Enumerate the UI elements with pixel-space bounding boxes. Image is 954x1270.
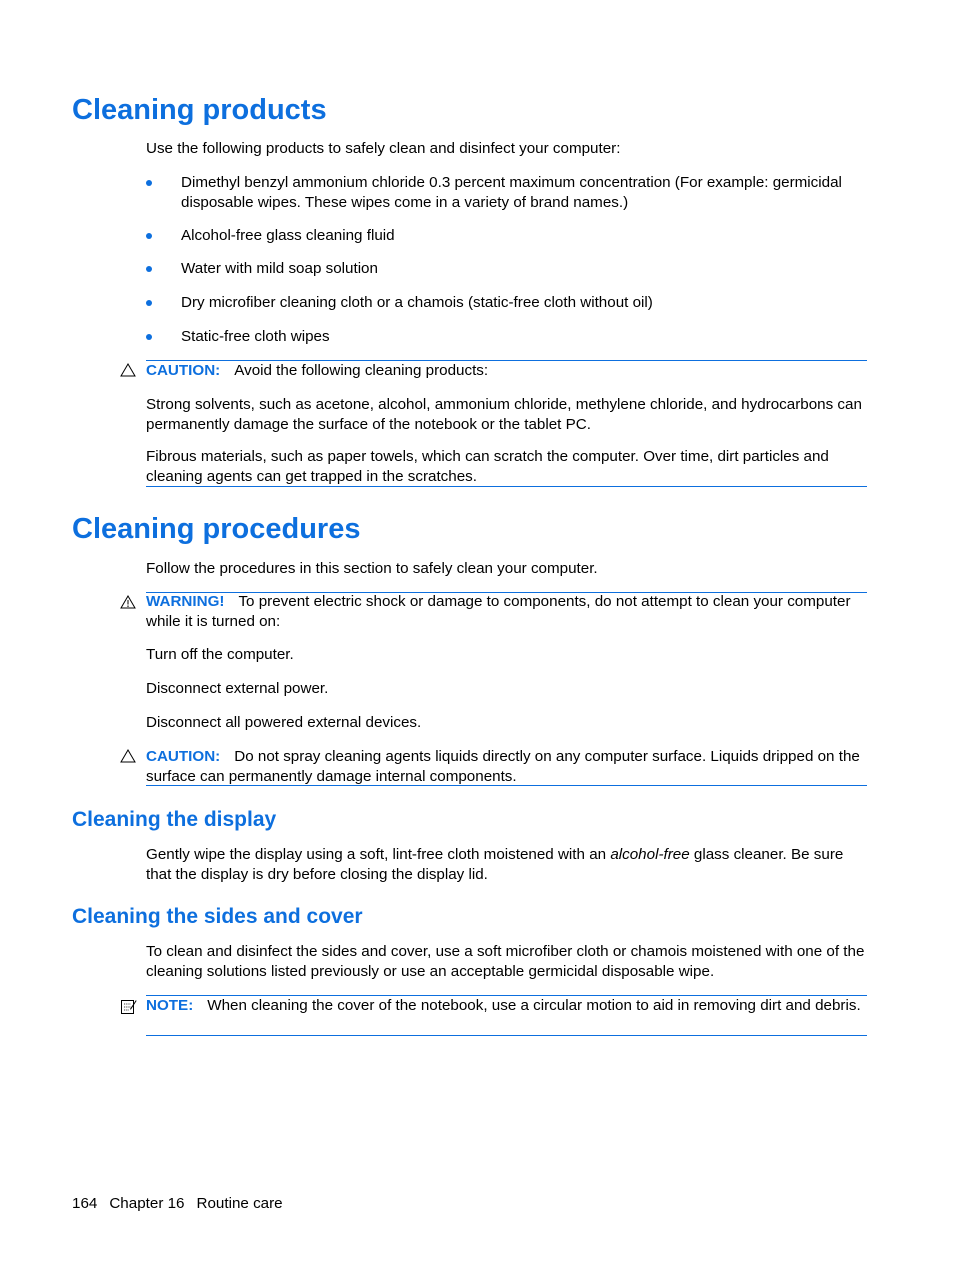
warning-step: Disconnect all powered external devices. bbox=[146, 714, 422, 731]
display-text-before: Gently wipe the display using a soft, lint-free cloth moistened with an bbox=[146, 846, 611, 863]
bullet-icon bbox=[146, 300, 152, 306]
heading-cleaning-products: Cleaning products bbox=[72, 94, 327, 126]
warning-line bbox=[146, 592, 867, 631]
warning-step: Disconnect external power. bbox=[146, 680, 329, 697]
list-item: Dry microfiber cleaning cloth or a chamois (static-free cloth without oil) bbox=[181, 294, 653, 311]
warning-triangle-icon bbox=[120, 595, 136, 609]
footer-chapter-title: Routine care bbox=[196, 1195, 283, 1212]
caution-label: CAUTION: bbox=[146, 748, 221, 765]
heading-cleaning-procedures: Cleaning procedures bbox=[72, 513, 361, 545]
caution-triangle-icon bbox=[120, 363, 136, 377]
list-item: Static-free cloth wipes bbox=[181, 328, 330, 345]
bullet-icon bbox=[146, 334, 152, 340]
caution-text: Do not spray cleaning agents liquids directly on any computer surface. Liquids dripped on the surface can permanently damage internal components. bbox=[146, 748, 860, 785]
caution-bottom-rule bbox=[146, 785, 867, 786]
intro-paragraph: Use the following products to safely clean and disinfect your computer: bbox=[146, 140, 621, 157]
warning-label: WARNING! bbox=[146, 593, 225, 610]
note-bottom-rule bbox=[146, 1035, 867, 1036]
note-text: When cleaning the cover of the notebook, use a circular motion to aid in removing dirt and debris. bbox=[207, 997, 861, 1014]
warning-text: To prevent electric shock or damage to components, do not attempt to clean your computer while it is turned on: bbox=[146, 593, 851, 630]
note-line bbox=[146, 996, 867, 1016]
display-paragraph bbox=[146, 845, 867, 884]
caution-line bbox=[146, 747, 867, 786]
warning-step: Turn off the computer. bbox=[146, 646, 294, 663]
note-pad-icon bbox=[120, 998, 137, 1015]
caution-bottom-rule bbox=[146, 486, 867, 487]
bullet-icon bbox=[146, 180, 152, 186]
heading-cleaning-sides-cover: Cleaning the sides and cover bbox=[72, 905, 363, 928]
caution-line bbox=[146, 361, 867, 381]
note-label: NOTE: bbox=[146, 997, 194, 1014]
display-text-italic: alcohol-free bbox=[610, 846, 690, 863]
bullet-icon bbox=[146, 233, 152, 239]
caution-paragraph: Strong solvents, such as acetone, alcohol, ammonium chloride, methylene chloride, and hydrocarbons can permanently damage the surface of the notebook or the tablet PC. bbox=[146, 396, 862, 433]
sides-paragraph: To clean and disinfect the sides and cover, use a soft microfiber cloth or chamois moistened with one of the cleaning solutions listed previously or use an acceptable germicidal disposable wipe. bbox=[146, 943, 865, 980]
caution-triangle-icon bbox=[120, 749, 136, 763]
caution-paragraph: Fibrous materials, such as paper towels, which can scratch the computer. Over time, dirt particles and cleaning agents can get trapped in the scratches. bbox=[146, 448, 829, 485]
footer-chapter: Chapter 16 bbox=[109, 1195, 185, 1212]
list-item: Alcohol-free glass cleaning fluid bbox=[181, 227, 395, 244]
page-footer bbox=[72, 1194, 295, 1213]
intro-paragraph: Follow the procedures in this section to safely clean your computer. bbox=[146, 560, 598, 577]
caution-label: CAUTION: bbox=[146, 362, 221, 379]
caution-text: Avoid the following cleaning products: bbox=[234, 362, 489, 379]
list-item: Water with mild soap solution bbox=[181, 260, 378, 277]
list-item: Dimethyl benzyl ammonium chloride 0.3 percent maximum concentration (For example: germicidal disposable wipes. These wipes come in a variety of brand names.) bbox=[181, 174, 842, 211]
heading-cleaning-display: Cleaning the display bbox=[72, 808, 277, 831]
page-number: 164 bbox=[72, 1195, 98, 1212]
bullet-icon bbox=[146, 266, 152, 272]
display-text-after: glass cleaner. Be sure that the display is dry before closing the display lid. bbox=[146, 846, 844, 883]
